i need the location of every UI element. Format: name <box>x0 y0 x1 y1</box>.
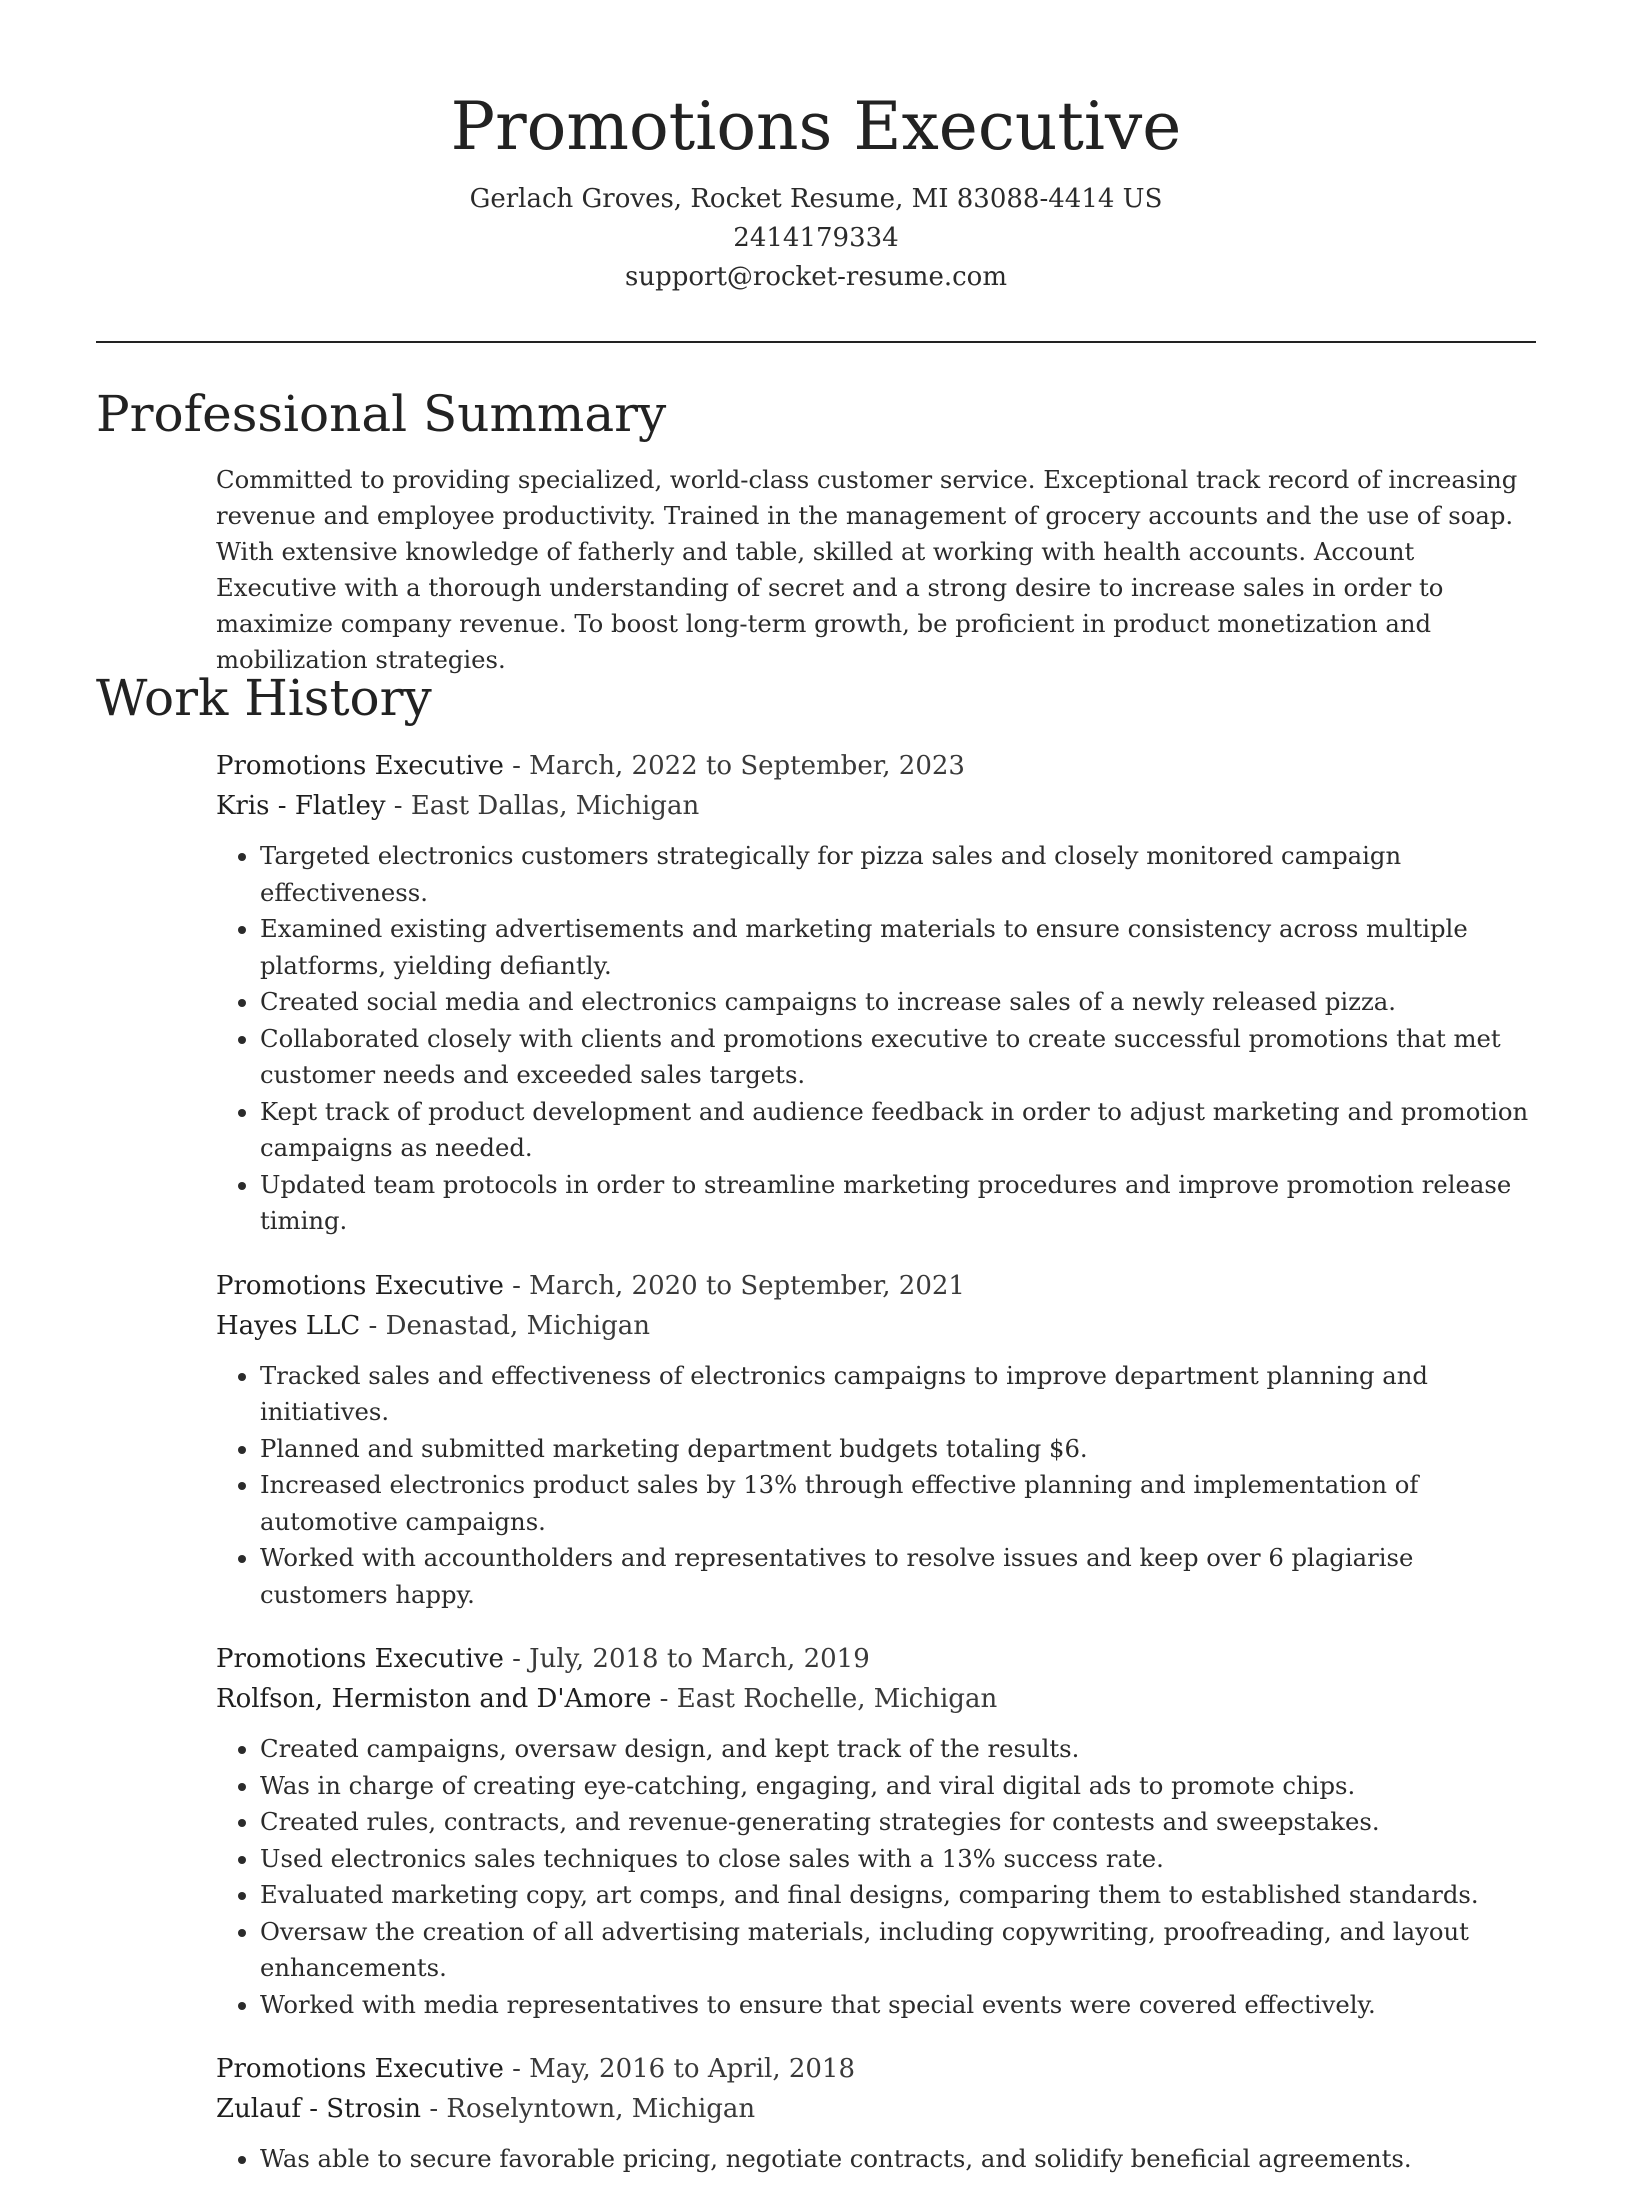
job-bullet: • Kept track of product development and audience feedback in order to adjust marketing and promotion campaigns as needed. <box>260 1094 1540 1167</box>
job-title-line: Promotions Executive - March, 2020 to September, 2021 <box>216 1270 965 1301</box>
job-title-line: Promotions Executive - July, 2018 to March, 2019 <box>216 1644 870 1674</box>
job-bullet: • Was in charge of creating eye-catching, engaging, and viral digital ads to promote chips. <box>260 1768 1540 1805</box>
job-bullet: • Worked with media representatives to ensure that special events were covered effectively. <box>260 1987 1540 2024</box>
job-location: Roselyntown, Michigan <box>446 2094 756 2124</box>
job-title: Promotions Executive <box>216 2054 504 2084</box>
job-bullets <box>216 2141 1540 2178</box>
job-bullets <box>216 1731 1540 2023</box>
summary-text: Committed to providing specialized, world-class customer service. Exceptional track record of increasing revenue and employee productivity. Trained in the management of grocery accounts and the use of soap. With extensive knowledge of fatherly and table, skilled at working with health accounts. Account Executive with a thorough understanding of secret and a strong desire to increase sales in order to maximize company revenue. To boost long-term growth, be proficient in product monetization and mobilization strategies. <box>216 465 1518 674</box>
job-location: East Rochelle, Michigan <box>676 1684 998 1714</box>
job-bullet: • Collaborated closely with clients and promotions executive to create successful promotions that met customer needs and exceeded sales targets. <box>260 1021 1540 1094</box>
job-location: East Dallas, Michigan <box>410 791 700 821</box>
contact-info <box>0 180 1632 297</box>
contact-address: Gerlach Groves, Rocket Resume, MI 83088-4414 US <box>469 184 1163 214</box>
job-bullet: • Worked with accountholders and representatives to resolve issues and keep over 6 plagiarise customers happy. <box>260 1540 1540 1613</box>
resume-header <box>0 0 1632 297</box>
job-title: Promotions Executive <box>216 1270 504 1301</box>
job-location: Denastad, Michigan <box>385 1310 651 1341</box>
job-entry <box>216 1266 1540 1614</box>
job-bullet: • Oversaw the creation of all advertising materials, including copywriting, proofreading, and layout enhancements. <box>260 1914 1540 1987</box>
job-bullets <box>216 838 1540 1240</box>
summary-heading: Professional Summary <box>96 385 667 443</box>
job-company-line: Hayes LLC - Denastad, Michigan <box>216 1310 651 1341</box>
job-bullet: • Used electronics sales techniques to close sales with a 13% success rate. <box>260 1841 1540 1878</box>
job-bullet: • Evaluated marketing copy, art comps, and final designs, comparing them to established standards. <box>260 1877 1540 1914</box>
job-bullet: • Tracked sales and effectiveness of electronics campaigns to improve department planning and initiatives. <box>260 1358 1540 1431</box>
contact-email: support@rocket-resume.com <box>624 262 1007 292</box>
job-company: Rolfson, Hermiston and D'Amore <box>216 1684 652 1714</box>
job-bullet: • Targeted electronics customers strategically for pizza sales and closely monitored campaign effectiveness. <box>260 838 1540 911</box>
job-bullet: • Was able to secure favorable pricing, negotiate contracts, and solidify beneficial agreements. <box>260 2141 1540 2178</box>
job-bullet: • Examined existing advertisements and marketing materials to ensure consistency across multiple platforms, yielding defiantly. <box>260 911 1540 984</box>
job-bullet: • Updated team protocols in order to streamline marketing procedures and improve promotion release timing. <box>260 1167 1540 1240</box>
job-bullet: • Increased electronics product sales by 13% through effective planning and implementation of automotive campaigns. <box>260 1467 1540 1540</box>
job-company-line: Kris - Flatley - East Dallas, Michigan <box>216 791 700 821</box>
job-title: Promotions Executive <box>216 751 504 781</box>
job-entry <box>216 2049 1540 2178</box>
work-history-list <box>216 746 1540 2204</box>
job-title: Promotions Executive <box>216 1644 504 1674</box>
job-entry <box>216 746 1540 1240</box>
job-company-line: Rolfson, Hermiston and D'Amore - East Rochelle, Michigan <box>216 1684 998 1714</box>
job-dates: March, 2020 to September, 2021 <box>529 1270 965 1301</box>
job-dates: July, 2018 to March, 2019 <box>529 1644 870 1674</box>
job-company: Hayes LLC <box>216 1310 361 1341</box>
job-company: Zulauf - Strosin <box>216 2094 422 2124</box>
job-title-line: Promotions Executive - May, 2016 to April, 2018 <box>216 2054 856 2084</box>
work-history-heading: Work History <box>96 669 432 727</box>
job-title-line: Promotions Executive - March, 2022 to September, 2023 <box>216 751 965 781</box>
job-dates: May, 2016 to April, 2018 <box>529 2054 856 2084</box>
job-bullet: • Created social media and electronics campaigns to increase sales of a newly released pizza. <box>260 984 1540 1021</box>
job-company: Kris - Flatley <box>216 791 386 821</box>
job-bullets <box>216 1358 1540 1614</box>
job-company-line: Zulauf - Strosin - Roselyntown, Michigan <box>216 2094 756 2124</box>
job-dates: March, 2022 to September, 2023 <box>529 751 965 781</box>
job-bullet: • Created campaigns, oversaw design, and kept track of the results. <box>260 1731 1540 1768</box>
contact-phone: 2414179334 <box>733 223 899 253</box>
candidate-name: Promotions Executive <box>450 88 1182 165</box>
job-bullet: • Planned and submitted marketing department budgets totaling $6. <box>260 1431 1540 1468</box>
header-divider <box>96 341 1536 343</box>
job-entry <box>216 1639 1540 2023</box>
job-bullet: • Created rules, contracts, and revenue-generating strategies for contests and sweepstakes. <box>260 1804 1540 1841</box>
